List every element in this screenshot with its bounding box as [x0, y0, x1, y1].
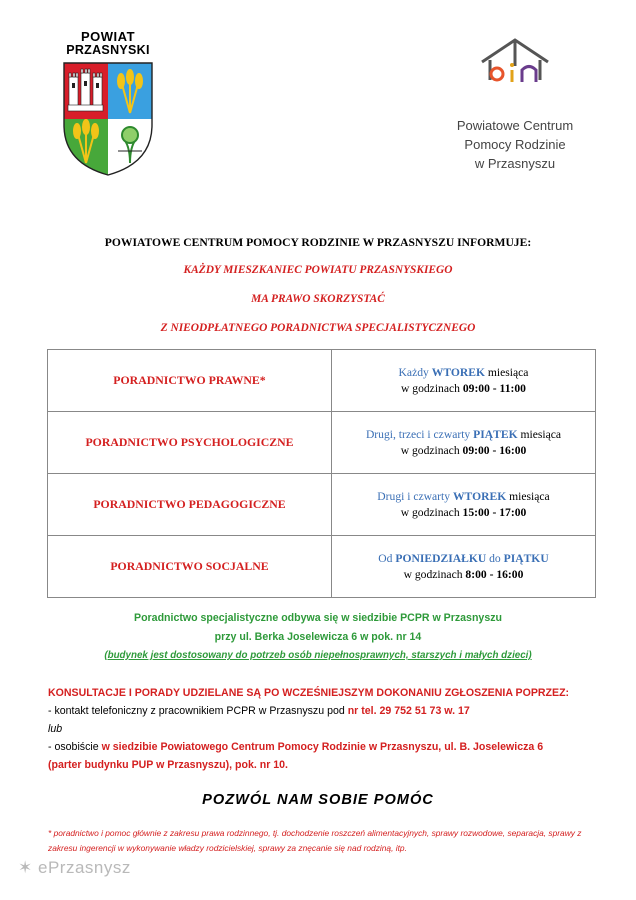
- footnote: * poradnictwo i pomoc głównie z zakresu prawa rodzinnego, tj. dochodzenie roszczeń alimentacyjnych, sprawy rozwodowe, separacja, sprawy z zakresu ingerencji w wykonywanie władzy rodzicielskiej, sprawy za znęcanie się nad rodziną, itp.: [48, 828, 582, 853]
- consult-phone-pre: - kontakt telefoniczny z pracownikiem PCPR w Przasnyszu pod: [48, 705, 348, 717]
- consult-phone: [48, 702, 608, 720]
- consult-personal: [48, 738, 608, 756]
- schedule-day-mid: do: [486, 551, 504, 565]
- consult-address-2: (parter budynku PUP w Przasnyszu), pok. nr 10.: [48, 759, 288, 771]
- schedule-day-key: WTOREK: [431, 365, 485, 379]
- table-row: [48, 474, 596, 536]
- service-schedule: [332, 474, 596, 536]
- schedule-hours-pre: w godzinach: [400, 505, 463, 519]
- powiat-logo-line1: POWIAT: [80, 29, 136, 44]
- pcpr-name-line: Powiatowe Centrum: [456, 118, 574, 133]
- service-name: PORADNICTWO PEDAGOGICZNE: [48, 474, 332, 536]
- consult-or: lub: [48, 723, 63, 735]
- schedule-day-post: miesiąca: [517, 427, 562, 441]
- announcement-line: Z NIEODPŁATNEGO PORADNICTWA SPECJALISTYCZNEGO: [160, 322, 476, 334]
- schedule-day-pre: Każdy: [398, 365, 432, 379]
- schedule-day-post: miesiąca: [484, 365, 529, 379]
- announcement-line: MA PRAWO SKORZYSTAĆ: [251, 293, 385, 305]
- pcpr-name: [430, 116, 600, 173]
- schedule-hours: 09:00 - 16:00: [462, 443, 527, 457]
- house-icon: [478, 36, 552, 98]
- schedule-hours: 15:00 - 17:00: [462, 505, 527, 519]
- service-schedule: [332, 412, 596, 474]
- watermark-text: ePrzasnysz: [37, 858, 131, 877]
- pcpr-logo: [430, 36, 600, 173]
- coat-of-arms-icon: [60, 59, 156, 177]
- table-row: [48, 350, 596, 412]
- schedule-hours: 09:00 - 11:00: [462, 381, 526, 395]
- consult-address: w siedzibie Powiatowego Centrum Pomocy Rodzinie w Przasnyszu, ul. B. Joselewicza 6: [101, 741, 544, 753]
- watermark: [18, 858, 131, 878]
- schedule-day-key: WTOREK: [452, 489, 507, 503]
- schedule-day-key: PONIEDZIAŁKU: [395, 551, 487, 565]
- schedule-hours-pre: w godzinach: [400, 443, 463, 457]
- consult-title: KONSULTACJE I PORADY UDZIELANE SĄ PO WCZEŚNIEJSZYM DOKONANIU ZGŁOSZENIA POPRZEZ:: [48, 687, 570, 699]
- consult-section: [48, 684, 608, 774]
- powiat-logo-line2: PRZASNYSKI: [66, 43, 150, 57]
- service-name: PORADNICTWO PRAWNE*: [48, 350, 332, 412]
- phone-number: nr tel. 29 752 51 73 w. 17: [347, 705, 470, 717]
- service-schedule: [332, 536, 596, 598]
- announcement-line: KAŻDY MIESZKANIEC POWIATU PRZASNYSKIEGO: [183, 264, 453, 276]
- schedule-hours-pre: w godzinach: [401, 381, 463, 395]
- service-name: PORADNICTWO SOCJALNE: [48, 536, 332, 598]
- schedule-hours-pre: w godzinach: [403, 567, 466, 581]
- service-name: PORADNICTWO PSYCHOLOGICZNE: [48, 412, 332, 474]
- consult-personal-pre: - osobiście: [48, 741, 102, 753]
- schedule-hours: 8:00 - 16:00: [465, 567, 524, 581]
- location-line: przy ul. Berka Joselewicza 6 w pok. nr 14: [214, 631, 422, 643]
- schedule-day-pre: Drugi i czwarty: [377, 489, 453, 503]
- location-line: Poradnictwo specjalistyczne odbywa się w siedzibie PCPR w Przasnyszu: [134, 612, 502, 624]
- location-note: (budynek jest dostosowany do potrzeb osób niepełnosprawnych, starszych i małych dzieci): [104, 650, 532, 661]
- slogan: POZWÓL NAM SOBIE POMÓC: [202, 792, 434, 808]
- table-row: [48, 536, 596, 598]
- schedule-day-pre: Drugi, trzeci i czwarty: [365, 427, 474, 441]
- watermark-star-icon: ✶: [18, 858, 33, 877]
- powiat-logo: [58, 30, 158, 177]
- pcpr-name-line: w Przasnyszu: [474, 156, 556, 171]
- schedule-day-pre: Od: [378, 551, 396, 565]
- schedule-day-key2: PIĄTKU: [503, 551, 549, 565]
- service-schedule: [332, 350, 596, 412]
- pcpr-name-line: Pomocy Rodzinie: [464, 137, 566, 152]
- table-row: [48, 412, 596, 474]
- page-heading: POWIATOWE CENTRUM POMOCY RODZINIE W PRZASNYSZU INFORMUJE:: [104, 236, 532, 249]
- schedule-day-key: PIĄTEK: [473, 427, 518, 441]
- services-table: [47, 349, 596, 598]
- schedule-day-post: miesiąca: [506, 489, 550, 503]
